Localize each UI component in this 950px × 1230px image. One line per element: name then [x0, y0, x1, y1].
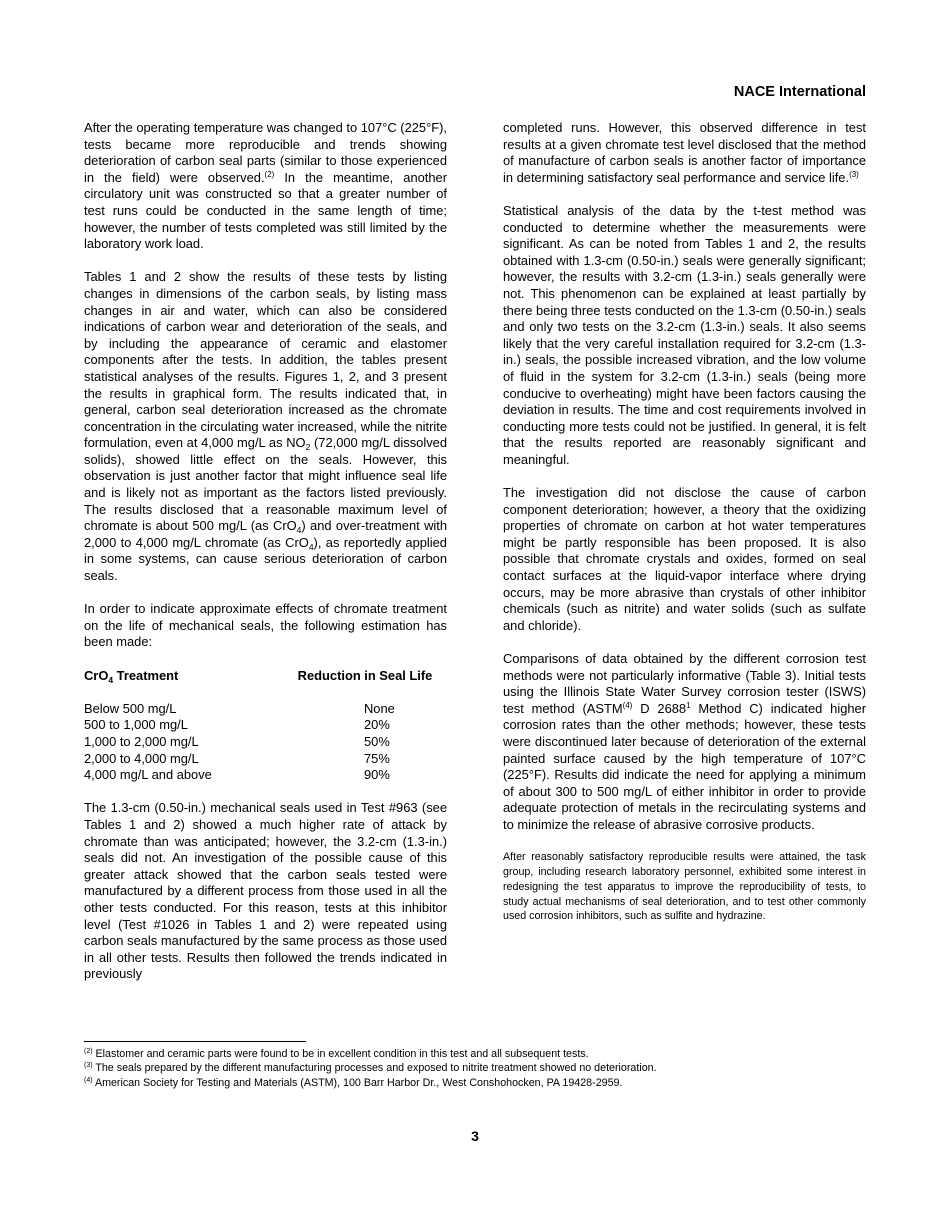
- footnote: $^{(2)}$ Elastomer and ceramic parts were found to be in excellent condition in this test and all subsequent tests.: [84, 1048, 589, 1060]
- paragraph: Statistical analysis of the data by the t-test method was conducted to determine whether the measurements were significant. As can be noted from Tables 1 and 2, the results obtained with 1.3-cm (0.50-in.) seals were generally significant; however, the results with 3.2-cm (1.3-in.) seals generally were not. This phenomenon can be explained at least partially by there being three tests conducted on the 1.3-cm (0.50-in.) seals and only two tests on the 3.2-cm (1.3-in.) seals. It also seems likely that the very careful installation required for 3.2-cm (1.3-in.) seals, the possible increased vibration, and the low volume of fluid in the system for 3.2-cm (1.3-in.) seals (being more conducive to overheating) might have been factors causing the deviation in results. The time and cost requirements involved in conducting more tests could not be justified. In general, it is felt that the results reported are reasonably significant and meaningful.: [503, 202, 866, 467]
- footnotes: [84, 1047, 866, 1090]
- paragraph: Comparisons of data obtained by the different corrosion test methods were not particularly informative (Table 3). Initial tests using the Illinois State Water Survey corrosion tester (ISWS) test method (ASTM$^{(4)}$ D 2688$^1$ Method C) indicated higher corrosion rates than the other methods; however, these tests were discontinued later because of deterioration of the external painted surface caused by the high temperature of 107°C (225°F). Results did indicate the need for applying a minimum of about 300 to 500 mg/L of either inhibitor in order to provide adequate protection of metals in the recirculating systems and to minimize the release of abrasive corrosive products.: [503, 651, 866, 832]
- table-row: Below 500 mg/L None: [84, 700, 395, 716]
- table-row: 500 to 1,000 mg/L 20%: [84, 717, 390, 733]
- table-row: 1,000 to 2,000 mg/L 50%: [84, 733, 390, 749]
- paragraph-small: After reasonably satisfactory reproducible results were attained, the task group, including research laboratory personnel, exhibited some interest in redesigning the test apparatus to improve the reproducibility of tests, to study actual mechanisms of seal deterioration, and to test other commonly used corrosion inhibitors, such as sulfite and hydrazine.: [503, 851, 866, 923]
- right-column: [503, 120, 866, 924]
- paragraph: After the operating temperature was changed to 107°C (225°F), tests became more reproducible and trends showing deterioration of carbon seal parts (similar to those experienced in the field) were observed.$^{(2)}$ In the meantime, another circulatory unit was constructed so that a greater number of test runs could be conducted in the same length of time; however, the number of tests completed was still limited by the laboratory work load.: [84, 120, 447, 252]
- table-row: 2,000 to 4,000 mg/L 75%: [84, 750, 390, 766]
- footnote: $^{(4)}$ American Society for Testing and Materials (ASTM), 100 Barr Harbor Dr., West Conshohocken, PA 19428-2959.: [84, 1076, 623, 1089]
- table-col-treatment: CrO$_4$ Treatment: [84, 667, 179, 685]
- seal-life-table: [84, 701, 447, 784]
- footnote-ref: (2): [264, 169, 275, 179]
- paragraph: The investigation did not disclose the cause of carbon component deterioration; however, a theory that the oxidizing properties of chromate on carbon at hot water temperatures might be partly responsible has been proposed. It is also possible that chromate crystals and oxides, formed on seal contact surfaces at the liquid-vapor interface where drying occurs, may be more abrasive than crystals of other inhibitor chemicals (such as nitrite) and water solids (such as sulfate and chloride).: [503, 485, 866, 633]
- footnote: $^{(3)}$ The seals prepared by the different manufacturing processes and exposed to nitrite treatment showed no deterioration.: [84, 1062, 657, 1075]
- paragraph: In order to indicate approximate effects of chromate treatment on the life of mechanical seals, the following estimation has been made:: [84, 601, 447, 650]
- running-header: NACE International: [733, 84, 866, 100]
- table-row: 4,000 mg/L and above 90%: [84, 767, 390, 783]
- reference-marker: 1: [686, 700, 691, 710]
- paragraph: The 1.3-cm (0.50-in.) mechanical seals used in Test #963 (see Tables 1 and 2) showed a much higher rate of attack by chromate than was anticipated; however, the 3.2-cm (1.3-in.) seals did not. An investigation of the possible cause of this greater attack showed that the carbon seals tested were manufactured by a different process from those used in all the other tests conducted. For this reason, tests at this inhibitor level (Test #1026 in Tables 1 and 2) were repeated using carbon seals manufactured by the same process as those used in all other tests. Results then followed the trends indicated in previously: [84, 800, 447, 982]
- footnote-ref: (4): [622, 700, 633, 710]
- table-header: [84, 668, 447, 685]
- footnote-rule: [84, 1041, 306, 1042]
- table-col-reduction: Reduction in Seal Life: [297, 667, 433, 683]
- left-column: [84, 120, 447, 999]
- page-number: 3: [471, 1128, 479, 1144]
- footnote-ref: (3): [849, 169, 859, 179]
- paragraph: completed runs. However, this observed difference in test results at a given chromate test level disclosed that the method of manufacture of carbon seals is another factor of importance in determining satisfactory seal performance and service life.$^{(3)}$: [503, 120, 866, 185]
- paragraph: Tables 1 and 2 show the results of these tests by listing changes in dimensions of the carbon seals, by listing mass changes in air and water, which can also be considered indications of carbon wear and deterioration of the seals, and by including the appearance of ceramic and elastomer components after the tests. In addition, the tables present statistical analyses of the results. Figures 1, 2, and 3 present the results in graphical form. The results indicated that, in general, carbon seal deterioration increased as the chromate concentration in the circulating water increased, while the nitrite formulation, even at 4,000 mg/L as $NO_2$ (72,000 mg/L dissolved solids), showed little effect on the seals. However, this observation is just another factor that might influence seal life and is likely not as important as the factors listed previously. The results disclosed that a reasonable maximum level of chromate is about 500 mg/L (as CrO$_4$) and over-treatment with 2,000 to 4,000 mg/L chromate (as CrO$_4$), as reportedly applied in some systems, can cause serious deterioration of carbon seals.: [84, 269, 447, 584]
